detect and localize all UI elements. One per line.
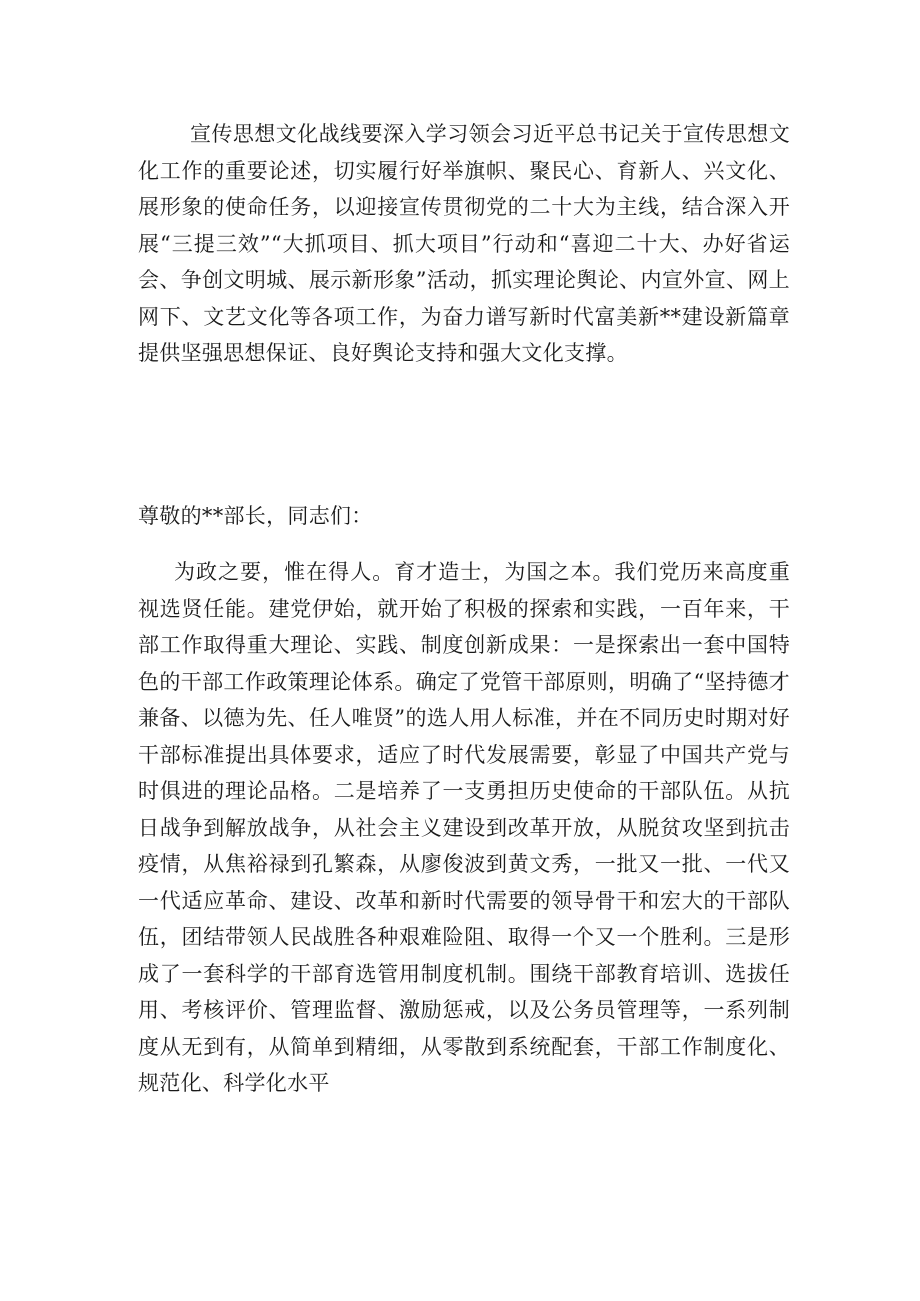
salutation: 尊敬的**部长，同志们：: [138, 504, 373, 528]
body-paragraph: 为政之要，惟在得人。育才造士，为国之本。我们党历来高度重视选贤任能。建党伊始，就开始了积极的探索和实践，一百年来，干部工作取得重大理论、实践、制度创新成果：一是探索出一套中国特色的干部工作政策理论体系。确定了党管干部原则，明确了“坚持德才兼备、以德为先、任人唯贤”的选人用人标准，并在不同历史时期对好干部标准提出具体要求，适应了时代发展需要，彰显了中国共产党与时俱进的理论品格。二是培养了一支勇担历史使命的干部队伍。从抗日战争到解放战争，从社会主义建设到改革开放，从脱贫攻坚到抗击疫情，从焦裕禄到孔繁森，从廖俊波到黄文秀，一批又一批、一代又一代适应革命、建设、改革和新时代需要的领导骨干和宏大的干部队伍，团结带领人民战胜各种艰难险阻、取得一个又一个胜利。三是形成了一套科学的干部育选管用制度机制。围绕干部教育培训、选拔任用、考核评价、管理监督、激励惩戒，以及公务员管理等，一系列制度从无到有，从简单到精细，从零散到系统配套，干部工作制度化、规范化、科学化水平: [138, 560, 790, 1095]
intro-paragraph: 宣传思想文化战线要深入学习领会习近平总书记关于宣传思想文化工作的重要论述，切实履行好举旗帜、聚民心、育新人、兴文化、展形象的使命任务，以迎接宣传贯彻党的二十大为主线，结合深入开展“三提三效”“大抓项目、抓大项目”行动和“喜迎二十大、办好省运会、争创文明城、展示新形象”活动，抓实理论舆论、内宣外宣、网上网下、文艺文化等各项工作，为奋力谱写新时代富美新**建设新篇章提供坚强思想保证、良好舆论支持和强大文化支撑。: [138, 122, 790, 365]
